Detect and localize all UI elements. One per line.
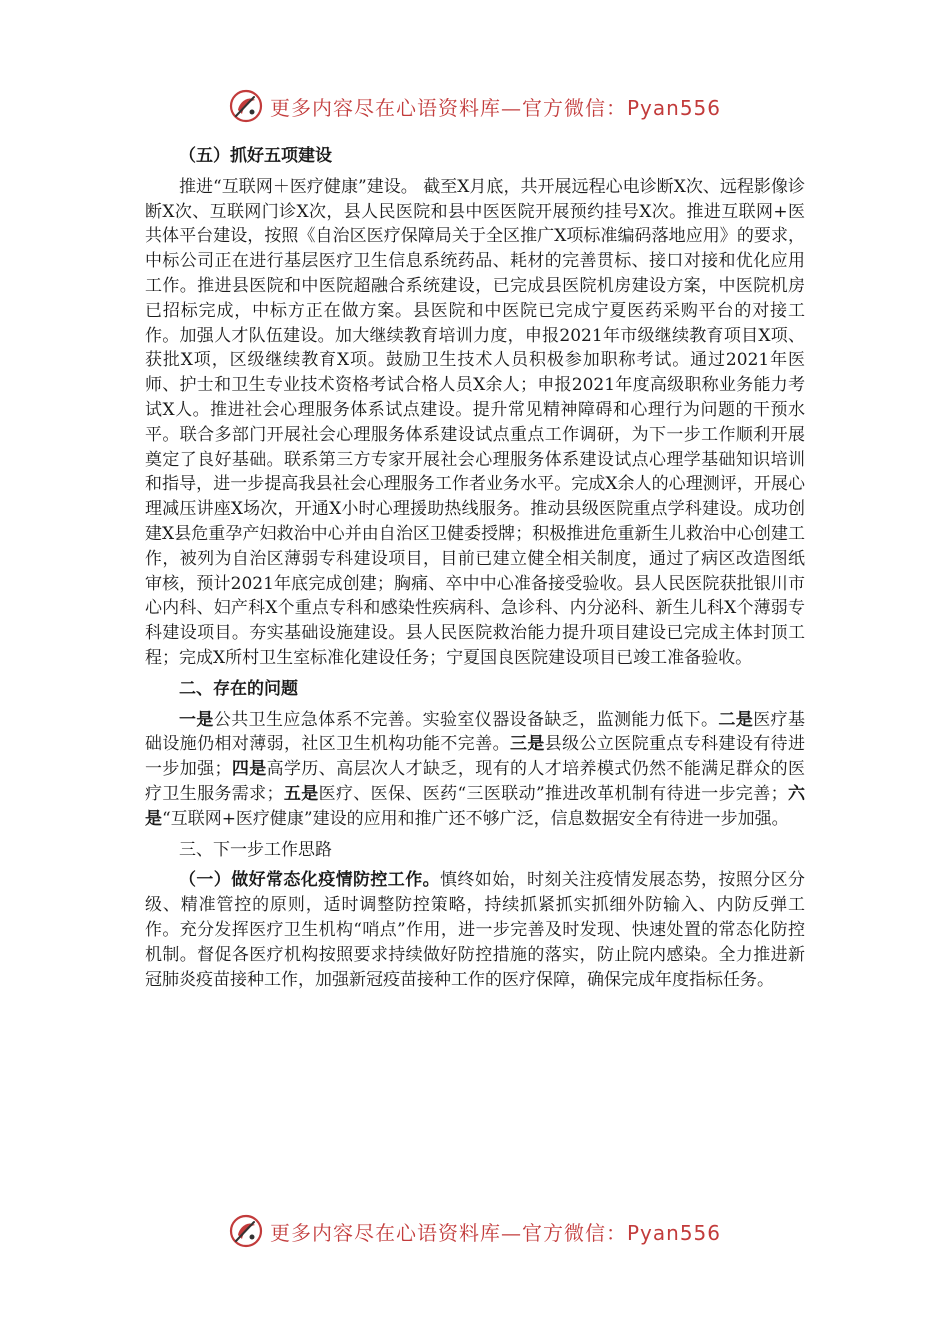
footer-banner-text: 更多内容尽在心语资料库—官方微信：Pyan556 bbox=[270, 1220, 722, 1245]
document-body bbox=[145, 144, 805, 998]
footer-wechat-id: Pyan556 bbox=[627, 1220, 722, 1245]
section-five-body: 推进“互联网＋医疗健康”建设。 截至X月底，共开展远程心电诊断X次、远程影像诊断X次、互联网门诊X次，县人民医院和县中医医院开展预约挂号X次。推进互联网+医共体平台建设，按照《自治区医疗保障局关于全区推广X项标准编码落地应用》的要求，中标公司正在进行基层医疗卫生信息系统药品、耗材的完善贯标、接口对接和优化应用工作。推进县医院和中医院超融合系统建设，已完成县医院机房建设方案，中医院机房已招标完成，中标方正在做方案。县医院和中医院已完成宁夏医药采购平台的对接工作。加强人才队伍建设。加大继续教育培训力度，申报2021年市级继续教育项目X项、获批X项，区级继续教育X项。鼓励卫生技术人员积极参加职称考试。通过2021年医师、护士和卫生专业技术资格考试合格人员X余人；申报2021年度高级职称业务能力考试X人。推进社会心理服务体系试点建设。提升常见精神障碍和心理行为问题的干预水平。联合多部门开展社会心理服务体系建设试点重点工作调研，为下一步工作顺利开展奠定了良好基础。联系第三方专家开展社会心理服务体系建设试点心理学基础知识培训和指导，进一步提高我县社会心理服务工作者业务水平。完成X余人的心理测评，开展心理减压讲座X场次，开通X小时心理援助热线服务。推动县级医院重点学科建设。成功创建X县危重孕产妇救治中心并由自治区卫健委授牌；积极推进危重新生儿救治中心创建工作，被列为自治区薄弱专科建设项目，目前已建立健全相关制度，通过了病区改造图纸审核，预计2021年底完成创建；胸痛、卒中中心准备接受验收。县人民医院获批银川市心内科、妇产科X个重点专科和感染性疾病科、急诊科、内分泌科、新生儿科X个薄弱专科建设项目。夯实基础设施建设。县人民医院救治能力提升项目建设已完成主体封顶工程；完成X所村卫生室标准化建设任务；宁夏国良医院建设项目已竣工准备验收。 bbox=[145, 176, 805, 668]
footer-banner bbox=[228, 1211, 748, 1251]
brand-logo-icon bbox=[228, 1213, 264, 1249]
section-problems-heading: 二、存在的问题 bbox=[179, 678, 298, 699]
brand-logo-icon bbox=[228, 88, 264, 124]
section-next-heading: 三、下一步工作思路 bbox=[179, 839, 332, 860]
section-five-heading: （五）抓好五项建设 bbox=[179, 146, 332, 166]
header-wechat-id: Pyan556 bbox=[627, 95, 722, 120]
problems-paragraph: 一是公共卫生应急体系不完善。实验室仪器设备缺乏，监测能力低下。二是医疗基础设施仍相对薄弱，社区卫生机构功能不完善。三是县级公立医院重点专科建设有待进一步加强；四是高学历、高层次人才缺乏，现有的人才培养模式仍然不能满足群众的医疗卫生服务需求；五是医疗、医保、医药“三医联动”推进改革机制有待进一步完善；六是“互联网+医疗健康”建设的应用和推广还不够广泛，信息数据安全有待进一步加强。 bbox=[145, 709, 806, 829]
header-banner-text: 更多内容尽在心语资料库—官方微信：Pyan556 bbox=[270, 95, 722, 120]
section-next-subheading: （一）做好常态化疫情防控工作。 bbox=[179, 870, 440, 891]
header-banner bbox=[228, 86, 748, 126]
section-next-body: （一）做好常态化疫情防控工作。慎终如始，时刻关注疫情发展态势，按照分区分级、精准管控的原则，适时调整防控策略，持续抓紧抓实抓细外防输入、内防反弹工作。充分发挥医疗卫生机构“哨点”作用，进一步完善及时发现、快速处置的常态化防控机制。督促各医疗机构按照要求持续做好防控措施的落实，防止院内感染。全力推进新冠肺炎疫苗接种工作，加强新冠疫苗接种工作的医疗保障，确保完成年度指标任务。 bbox=[145, 870, 805, 990]
